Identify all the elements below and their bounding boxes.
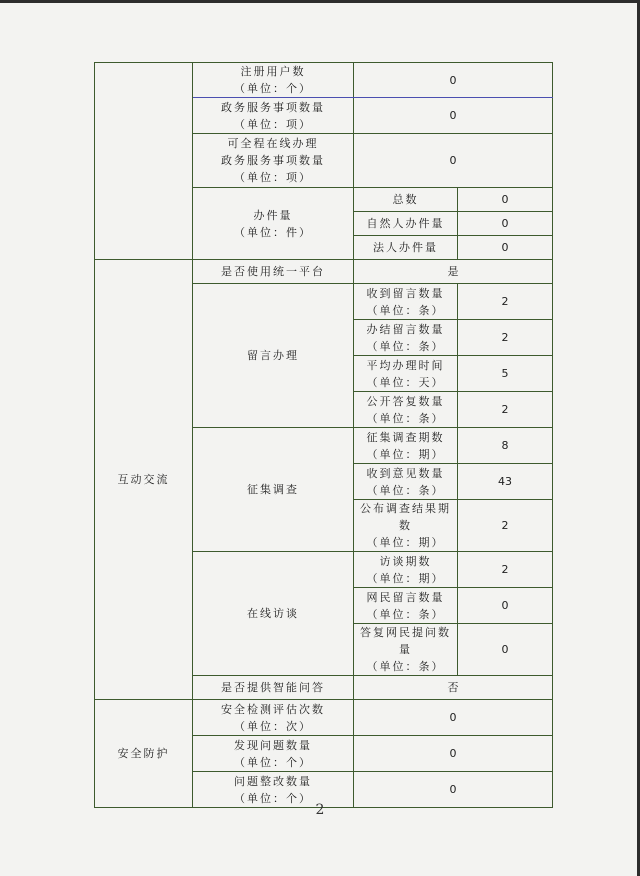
sub-label: 访谈期数 （单位：期） xyxy=(354,552,458,588)
row-label: 发现问题数量 （单位：个） xyxy=(193,736,354,772)
table-row xyxy=(95,260,553,284)
sub-value: 0 xyxy=(458,212,553,236)
sub-value: 2 xyxy=(458,320,553,356)
statistics-table xyxy=(94,62,553,808)
row-label: 安全检测评估次数 （单位：次） xyxy=(193,700,354,736)
sub-value: 8 xyxy=(458,428,553,464)
section-cell-blank xyxy=(95,63,193,260)
sub-value: 43 xyxy=(458,464,553,500)
sub-label: 法人办件量 xyxy=(354,236,458,260)
sub-value: 2 xyxy=(458,284,553,320)
row-value: 0 xyxy=(354,134,553,188)
sub-label: 公布调查结果期数 （单位：期） xyxy=(354,500,458,552)
row-value: 否 xyxy=(354,676,553,700)
sub-value: 5 xyxy=(458,356,553,392)
sub-label: 平均办理时间 （单位：天） xyxy=(354,356,458,392)
row-value: 0 xyxy=(354,772,553,808)
row-value: 0 xyxy=(354,63,553,98)
sub-value: 0 xyxy=(458,236,553,260)
row-label: 是否使用统一平台 xyxy=(193,260,354,284)
sub-label: 公开答复数量 （单位：条） xyxy=(354,392,458,428)
scan-edge-top xyxy=(0,0,640,3)
sub-label: 总数 xyxy=(354,188,458,212)
sub-label: 收到留言数量 （单位：条） xyxy=(354,284,458,320)
sub-value: 2 xyxy=(458,552,553,588)
table-row xyxy=(95,63,553,98)
sub-label: 办结留言数量 （单位：条） xyxy=(354,320,458,356)
row-label: 可全程在线办理 政务服务事项数量 （单位：项） xyxy=(193,134,354,188)
sub-label: 征集调查期数 （单位：期） xyxy=(354,428,458,464)
row-value: 0 xyxy=(354,700,553,736)
row-value: 0 xyxy=(354,736,553,772)
row-value: 0 xyxy=(354,98,553,134)
group-label: 征集调查 xyxy=(193,428,354,552)
row-label: 政务服务事项数量 （单位：项） xyxy=(193,98,354,134)
row-label: 问题整改数量 （单位：个） xyxy=(193,772,354,808)
page-number: 2 xyxy=(315,802,325,818)
sub-label: 答复网民提问数量 （单位：条） xyxy=(354,624,458,676)
section-label: 互动交流 xyxy=(95,260,193,700)
row-value: 是 xyxy=(354,260,553,284)
table-row xyxy=(95,700,553,736)
sub-label: 收到意见数量 （单位：条） xyxy=(354,464,458,500)
sub-value: 0 xyxy=(458,588,553,624)
row-label: 办件量 （单位：件） xyxy=(193,188,354,260)
group-label: 在线访谈 xyxy=(193,552,354,676)
sub-value: 0 xyxy=(458,624,553,676)
group-label: 留言办理 xyxy=(193,284,354,428)
sub-label: 自然人办件量 xyxy=(354,212,458,236)
row-label: 是否提供智能问答 xyxy=(193,676,354,700)
sub-value: 2 xyxy=(458,392,553,428)
section-label: 安全防护 xyxy=(95,700,193,808)
sub-value: 0 xyxy=(458,188,553,212)
sub-label: 网民留言数量 （单位：条） xyxy=(354,588,458,624)
sub-value: 2 xyxy=(458,500,553,552)
row-label: 注册用户数 （单位：个） xyxy=(193,63,354,98)
